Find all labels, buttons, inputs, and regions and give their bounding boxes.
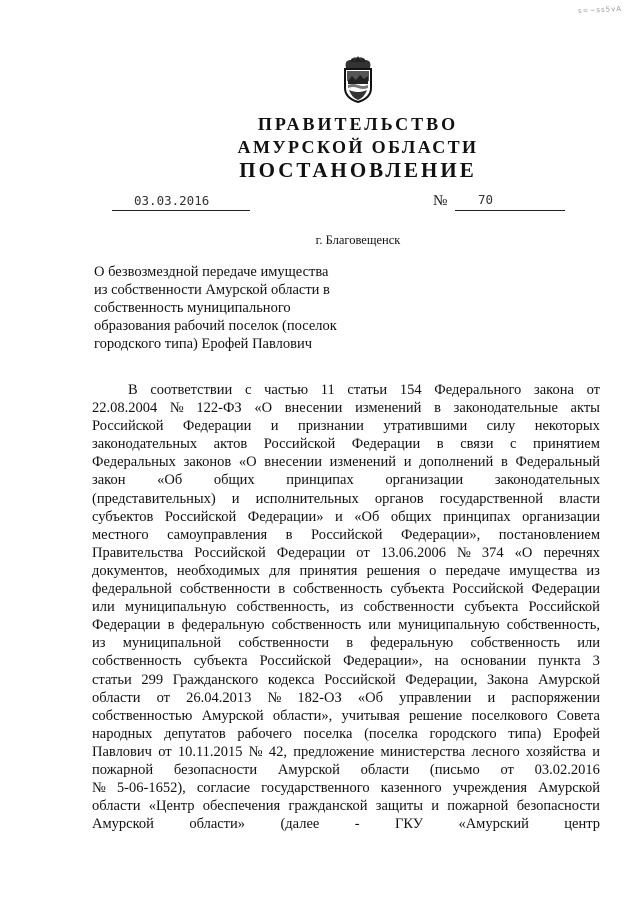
body-line: народных депутатов рабочего поселка (поселка городского типа) Ерофей (92, 725, 600, 742)
body-line: области от 26.04.2013 № 182-ОЗ «Об управлении и распоряжении (92, 689, 600, 706)
number-sign: № (433, 193, 448, 209)
number-underline (455, 210, 565, 211)
subject-line: из собственности Амурской области в (94, 282, 330, 298)
body-line: статьи 299 Гражданского кодекса Российской Федерации, Закона Амурской (92, 671, 600, 688)
body-line: или муниципальную собственность, из собственности субъекта Российской (92, 599, 600, 616)
body-line: собственность субъекта Российской Федерации», на основании пункта 3 (92, 653, 600, 670)
body-line: местного самоуправления в Российской Федерации», постановлением (92, 526, 600, 543)
subject-line: образования рабочий поселок (поселок (94, 318, 337, 334)
body-line: Российской Федерации и признании утратившими силу некоторых (92, 418, 600, 435)
body-line: собственностью Амурской области», учитывая решение поселкового Совета (92, 707, 600, 724)
body-line: законодательных актов Российской Федерации в связи с принятием (92, 436, 600, 453)
body-line: из муниципальной собственности в федеральную собственность или (92, 635, 600, 652)
subject-line: собственность муниципального (94, 300, 291, 316)
organization-name-line1: ПРАВИТЕЛЬСТВО (257, 114, 459, 134)
body-line: пожарной безопасности Амурской области (письмо от 03.02.2016 (92, 761, 600, 778)
city-name: г. Благовещенск (315, 233, 401, 247)
organization-name-line2: АМУРСКОЙ ОБЛАСТИ (237, 137, 479, 157)
body-line: № 5-06-1652), согласие государственного казенного учреждения Амурской (92, 780, 600, 797)
body-line: Амурской области» (далее - ГКУ «Амурский центр (92, 816, 600, 833)
body-line: субъектов Российской Федерации» и «Об общих принципах организации (92, 508, 600, 525)
document-subject (94, 263, 394, 353)
body-line: документов, необходимых для принятия решения о передаче имущества из (92, 562, 600, 579)
body-line: (представительных) и исполнительных органов государственной власти (92, 490, 600, 507)
subject-line: городского типа) Ерофей Павлович (94, 336, 313, 352)
body-line: 22.08.2004 № 122-ФЗ «О внесении изменений в законодательные акты (92, 400, 600, 417)
body-line: федеральной собственности в собственность субъекта Российской Федерации (92, 581, 600, 598)
body-line: области «Центр обеспечения гражданской защиты и пожарной безопасности (92, 798, 600, 815)
body-line: Правительства Российской Федерации от 13.06.2006 № 374 «О перечнях (92, 544, 600, 561)
body-line: закон «Об общих принципах организации законодательных (92, 472, 600, 489)
document-type-title: ПОСТАНОВЛЕНИЕ (239, 158, 477, 182)
body-line: Павлович от 10.11.2015 № 42, предложение министерства лесного хозяйства и (92, 743, 600, 760)
document-date: 03.03.2016 (134, 193, 210, 208)
body-line: Федерации в федеральную собственность или муниципальную собственность, (92, 617, 600, 634)
date-underline (112, 210, 250, 211)
body-line: Федеральных законов «О внесении изменений и дополнений в Федеральный (92, 454, 600, 471)
subject-line: О безвозмездной передаче имущества (94, 264, 329, 280)
corner-mark: s=~ss5vA (577, 4, 623, 16)
document-body (92, 381, 600, 833)
document-number: 70 (478, 192, 494, 207)
body-line: В соответствии с частью 11 статьи 154 Федерального закона от (128, 382, 600, 398)
coat-of-arms-emblem (338, 54, 378, 104)
